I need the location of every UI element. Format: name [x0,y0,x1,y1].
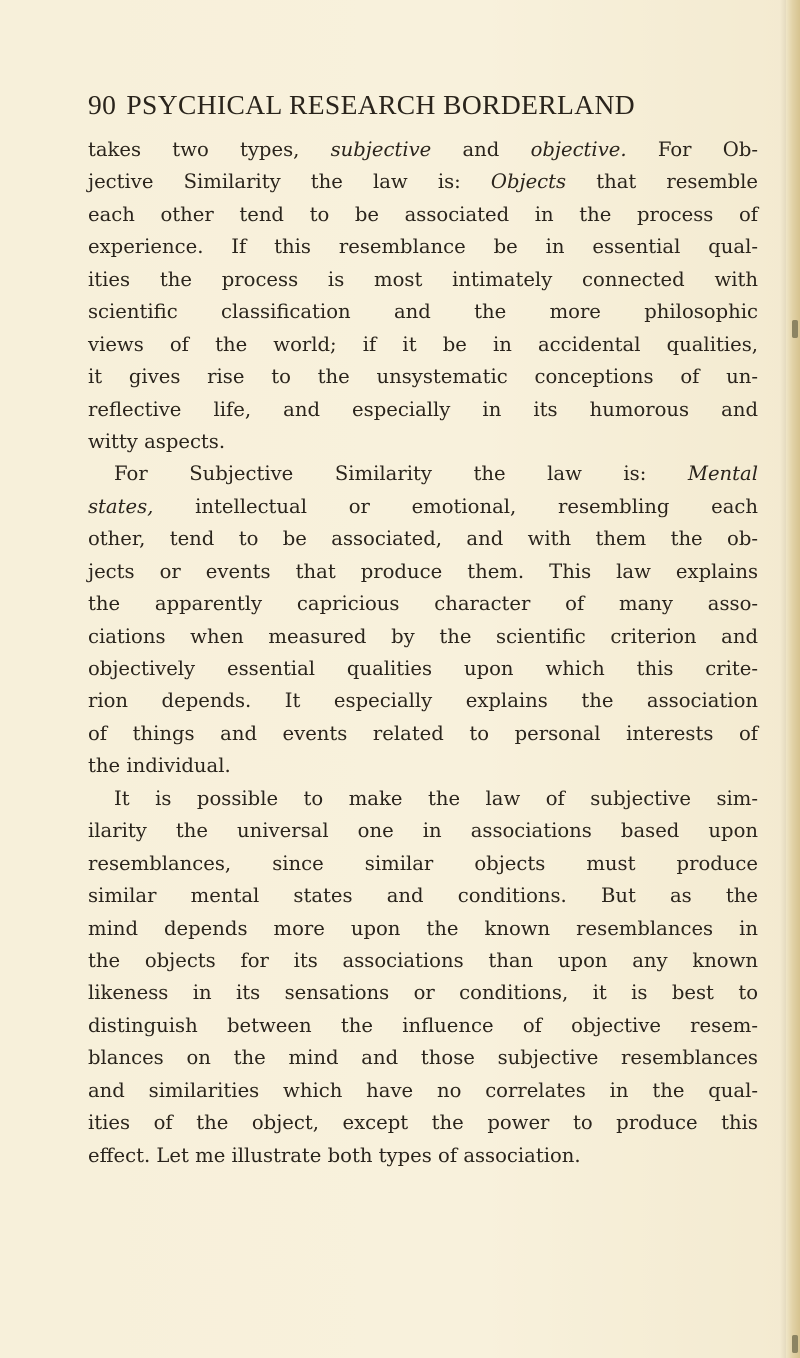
text-line: scientific classification and the more philosophic [88,300,758,324]
text-line: the objects for its associations than upon any known [88,948,758,972]
text-line: jects or events that produce them. This law explains [88,559,758,583]
text-line: For Subjective Similarity the law is: Mental [114,462,758,486]
text-line: blances on the mind and those subjective resemblances [88,1046,758,1070]
italic-term: Objects [490,170,567,194]
text-line: of things and events related to personal interests of [88,721,758,745]
italic-term: states, [88,494,154,518]
text-line: it gives rise to the unsystematic conceptions of un- [88,365,758,389]
italic-term: subjective [330,138,432,161]
body-text [88,134,758,1172]
text-line: takes two types, subjective and objective. For Ob- [88,138,758,161]
edge-mark [792,320,798,338]
text-line: ilarity the universal one in associations based upon [88,819,758,843]
text-line: reflective life, and especially in its humorous and [88,397,758,421]
text-line: jective Similarity the law is: Objects that resemble [88,170,758,194]
italic-term: Mental [687,462,758,486]
text-line: each other tend to be associated in the process of [88,202,758,226]
edge-mark [792,1335,798,1353]
text-line: similar mental states and conditions. But as the [88,884,758,908]
text-line: ciations when measured by the scientific criterion and [88,624,758,648]
italic-term: objective. [530,138,627,161]
text-line: states, intellectual or emotional, resembling each [88,494,758,518]
text-line: experience. If this resemblance be in essential qual- [88,235,758,259]
running-title: PSYCHICAL RESEARCH BORDERLAND [126,89,636,120]
text-line: resemblances, since similar objects must produce [88,851,758,875]
text-line: the individual. [88,754,231,778]
text-line: ities of the object, except the power to produce this [88,1111,758,1135]
text-line: mind depends more upon the known resemblances in [88,916,758,940]
page-number: 90 [88,89,117,120]
text-line: witty aspects. [88,429,226,453]
text-line: rion depends. It especially explains the association [88,689,758,713]
text-line: effect. Let me illustrate both types of association. [88,1143,581,1167]
text-line: objectively essential qualities upon which this crite- [88,657,758,680]
text-line: It is possible to make the law of subjective sim- [114,786,758,810]
text-line: and similarities which have no correlates in the qual- [88,1078,758,1102]
running-head [88,89,760,121]
text-line: ities the process is most intimately connected with [88,267,758,291]
text-line: distinguish between the influence of objective resem- [88,1013,758,1037]
page-edge [786,0,800,1358]
text-line: the apparently capricious character of many asso- [88,592,758,616]
text-line: likeness in its sensations or conditions, it is best to [88,981,758,1005]
text-line: views of the world; if it be in accidental qualities, [88,332,758,356]
text-line: other, tend to be associated, and with them the ob- [88,527,758,551]
